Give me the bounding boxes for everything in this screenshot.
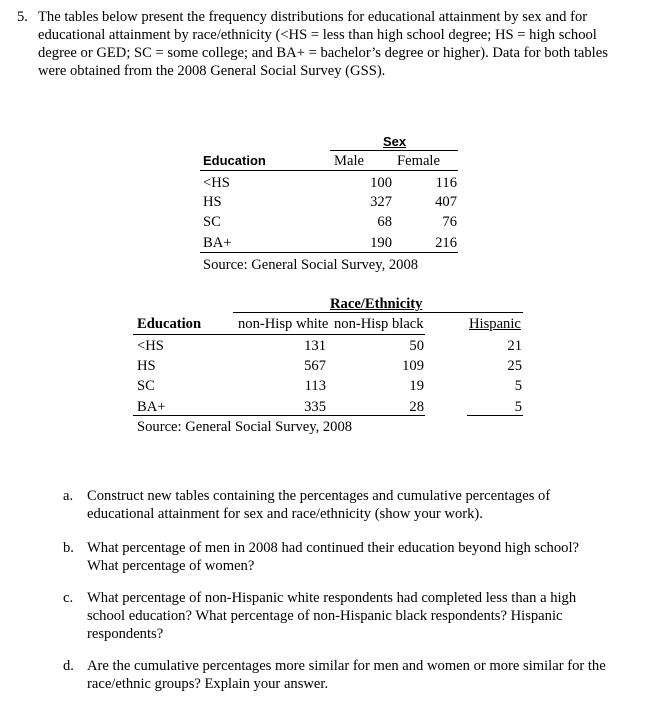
question-text-line: The tables below present the frequency distributions for educational attainment by sex and for [38, 9, 588, 25]
table-race-header-rule [133, 334, 425, 335]
table-race-cell: 5 [514, 399, 522, 415]
subquestion-text [87, 487, 623, 523]
subquestion-line: educational attainment for sex and race/ethnicity (show your work). [87, 506, 483, 522]
table-sex-row-label: BA+ [203, 235, 232, 251]
table-sex-row-label: SC [203, 214, 221, 230]
table-race-col-hispanic: Hispanic [469, 316, 521, 332]
table-race-row-label: <HS [137, 338, 164, 354]
table-race-cell: 28 [409, 399, 424, 415]
table-race-cell: 109 [402, 358, 424, 374]
table-race-cell: 21 [507, 338, 522, 354]
table-race-cell: 113 [304, 378, 326, 394]
table-sex-cell: 327 [370, 194, 392, 210]
table-race-group-rule [233, 312, 523, 313]
question-text-line: educational attainment by race/ethnicity (<HS = less than high school degree; HS = high school [38, 27, 597, 43]
table-race-cell: 335 [304, 399, 326, 415]
table-sex-cell: 76 [442, 214, 457, 230]
table-race-row-label: HS [137, 358, 156, 374]
table-race-col-white: non-Hisp white [238, 316, 329, 332]
table-sex-cell: 100 [370, 175, 392, 191]
table-race-source: Source: General Social Survey, 2008 [137, 419, 353, 435]
question-number: 5. [17, 9, 28, 25]
table-race-cell: 25 [507, 358, 522, 374]
table-race-group-header: Race/Ethnicity [330, 296, 423, 312]
subquestion-line: What percentage of men in 2008 had continued their education beyond high school? [87, 540, 579, 556]
table-sex-row-label: <HS [203, 175, 230, 191]
table-race-cell: 131 [304, 338, 326, 354]
table-race-row-label: BA+ [137, 399, 166, 415]
subquestion-label: d. [63, 658, 74, 674]
table-race-col-black: non-Hisp black [334, 316, 424, 332]
table-sex-cell: 68 [377, 214, 392, 230]
subquestion-label: a. [63, 488, 74, 504]
question-text-line: were obtained from the 2008 General Social Survey (GSS). [38, 63, 386, 79]
table-sex-row-label: HS [203, 194, 222, 210]
question-text [38, 8, 638, 80]
table-sex-col-female: Female [397, 153, 440, 169]
table-sex-header-rule [200, 170, 458, 171]
table-race-cell: 19 [409, 378, 424, 394]
question-text-line: degree or GED; SC = some college; and BA+ = bachelor’s degree or higher). Data for both tables [38, 45, 608, 61]
table-race-cell: 567 [304, 358, 326, 374]
subquestion-label: b. [63, 540, 74, 556]
table-race-row-header: Education [137, 316, 202, 332]
table-race-cell: 5 [514, 378, 522, 394]
table-sex-col-male: Male [334, 153, 364, 169]
table-sex-group-rule [330, 150, 458, 151]
table-race-cell: 50 [409, 338, 424, 354]
table-race-hispanic-bottom-rule [467, 415, 523, 416]
subquestion-line: Construct new tables containing the percentages and cumulative percentages of [87, 488, 551, 504]
table-race-row-label: SC [137, 378, 155, 394]
subquestion-text [87, 657, 623, 693]
subquestion-line: respondents? [87, 626, 164, 642]
subquestion-line: race/ethnic groups? Explain your answer. [87, 676, 329, 692]
table-sex-source: Source: General Social Survey, 2008 [203, 257, 419, 273]
table-sex-group-header: Sex [383, 134, 407, 149]
subquestion-line: What percentage of non-Hispanic white respondents had completed less than a high [87, 590, 577, 606]
table-sex-cell: 407 [435, 194, 457, 210]
table-sex-cell: 190 [370, 235, 392, 251]
subquestion-label: c. [63, 590, 74, 606]
subquestion-line: Are the cumulative percentages more similar for men and women or more similar for the [87, 658, 606, 674]
subquestion-text [87, 539, 623, 575]
table-race-bottom-rule [133, 415, 425, 416]
subquestion-text [87, 589, 623, 643]
table-sex-cell: 216 [435, 235, 457, 251]
table-sex-cell: 116 [435, 175, 457, 191]
table-sex-row-header: Education [203, 153, 266, 168]
subquestion-line: school education? What percentage of non-Hispanic black respondents? Hispanic [87, 608, 563, 624]
table-sex-bottom-rule [200, 252, 458, 253]
subquestion-line: What percentage of women? [87, 558, 255, 574]
